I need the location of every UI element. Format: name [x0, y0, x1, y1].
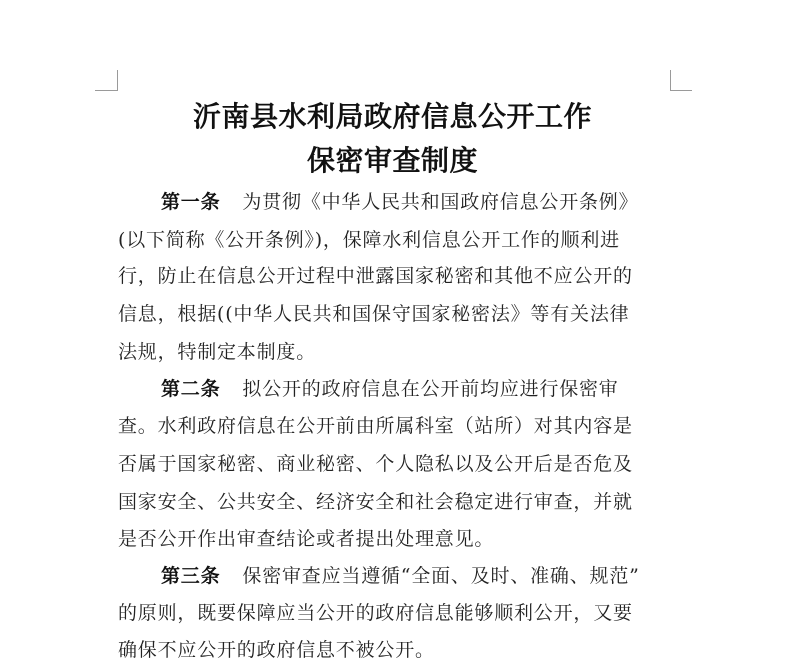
crop-mark-top-right-vertical	[670, 70, 671, 90]
article-2-line-4: 国家安全、公共安全、经济安全和社会稳定进行审查，并就	[118, 491, 633, 513]
article-3-line-3: 确保不应公开的政府信息不被公开。	[118, 639, 435, 661]
crop-mark-top-left-vertical	[117, 70, 118, 90]
article-1-line-3: 行，防止在信息公开过程中泄露国家秘密和其他不应公开的	[118, 265, 633, 287]
article-1-line-5: 法规，特制定本制度。	[118, 341, 317, 363]
article-1-text: 为贯彻《中华人民共和国政府信息公开条例》	[242, 191, 639, 213]
article-3-first-line	[161, 567, 670, 586]
article-2-label: 第二条	[161, 378, 221, 400]
article-1-label: 第一条	[161, 191, 221, 213]
article-3-line-2: 的原则，既要保障应当公开的政府信息能够顺利公开，又要	[118, 602, 633, 624]
article-1-line-2: (以下简称《公开条例》)，保障水利信息公开工作的顺利进	[118, 229, 620, 251]
document-title-line-2: 保密审查制度	[306, 144, 478, 177]
article-2-text: 拟公开的政府信息在公开前均应进行保密审	[242, 378, 619, 400]
document-title-line-1: 沂南县水利局政府信息公开工作	[192, 100, 592, 133]
article-3-label: 第三条	[161, 565, 221, 587]
article-2-line-5: 是否公开作出审查结论或者提出处理意见。	[118, 528, 495, 550]
article-2-first-line	[161, 380, 670, 399]
article-2-line-2: 查。水利政府信息在公开前由所属科室（站所）对其内容是	[118, 415, 633, 437]
article-1-first-line	[161, 193, 670, 212]
crop-mark-top-right-horizontal	[670, 90, 692, 91]
article-2-line-3: 否属于国家秘密、商业秘密、个人隐私以及公开后是否危及	[118, 453, 633, 475]
article-3-text: 保密审查应当遵循“全面、及时、准确、规范”	[242, 565, 640, 587]
article-1-line-4: 信息，根据((中华人民共和国保守国家秘密法》等有关法律	[118, 303, 630, 325]
crop-mark-top-left-horizontal	[95, 90, 118, 91]
